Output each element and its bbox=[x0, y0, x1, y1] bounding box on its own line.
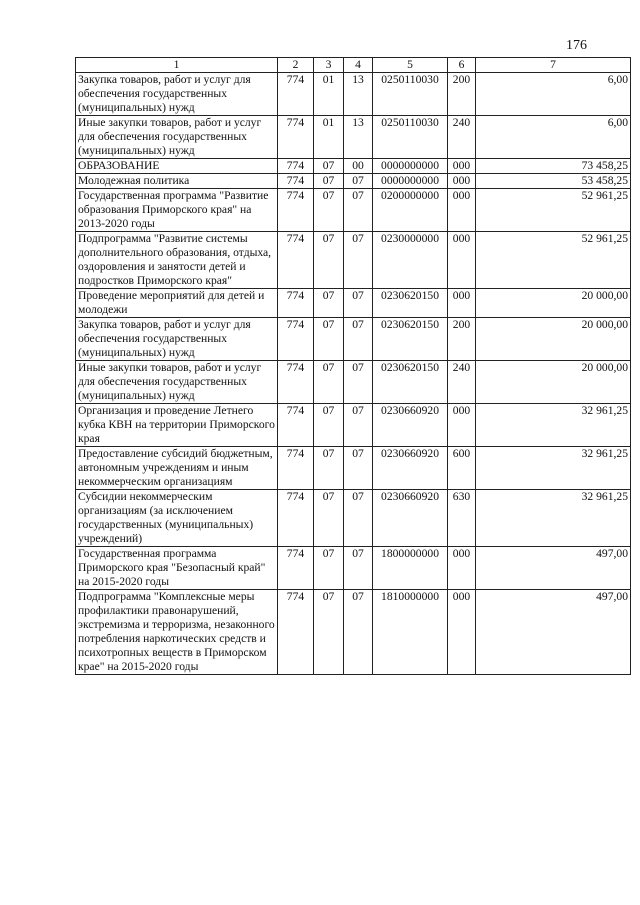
row-col-6: 200 bbox=[448, 73, 476, 116]
row-col-2: 774 bbox=[278, 318, 314, 361]
table-row bbox=[76, 404, 631, 447]
row-col-4: 13 bbox=[344, 116, 373, 159]
row-col-5: 0230620150 bbox=[373, 318, 448, 361]
row-amount: 52 961,25 bbox=[476, 189, 631, 232]
row-col-5: 0250110030 bbox=[373, 73, 448, 116]
row-col-2: 774 bbox=[278, 361, 314, 404]
row-col-4: 07 bbox=[344, 174, 373, 189]
row-col-4: 07 bbox=[344, 404, 373, 447]
row-col-5: 0230620150 bbox=[373, 289, 448, 318]
row-col-5: 0230000000 bbox=[373, 232, 448, 289]
table-row bbox=[76, 289, 631, 318]
row-col-5: 1810000000 bbox=[373, 590, 448, 675]
row-name: Иные закупки товаров, работ и услуг для обеспечения государственных (муниципальных) нужд bbox=[76, 116, 278, 159]
row-col-2: 774 bbox=[278, 232, 314, 289]
row-col-2: 774 bbox=[278, 490, 314, 547]
row-col-4: 07 bbox=[344, 232, 373, 289]
row-col-2: 774 bbox=[278, 116, 314, 159]
row-col-6: 000 bbox=[448, 289, 476, 318]
row-col-6: 000 bbox=[448, 547, 476, 590]
row-col-6: 000 bbox=[448, 189, 476, 232]
row-name: ОБРАЗОВАНИЕ bbox=[76, 159, 278, 174]
row-col-6: 240 bbox=[448, 361, 476, 404]
row-col-5: 0000000000 bbox=[373, 159, 448, 174]
row-col-4: 07 bbox=[344, 590, 373, 675]
table-row bbox=[76, 361, 631, 404]
table-row bbox=[76, 174, 631, 189]
row-col-6: 600 bbox=[448, 447, 476, 490]
row-col-4: 13 bbox=[344, 73, 373, 116]
row-name: Организация и проведение Летнего кубка КВН на территории Приморского края bbox=[76, 404, 278, 447]
row-col-3: 07 bbox=[314, 174, 344, 189]
row-col-2: 774 bbox=[278, 590, 314, 675]
header-col-2: 2 bbox=[278, 58, 314, 73]
row-col-2: 774 bbox=[278, 73, 314, 116]
row-col-3: 07 bbox=[314, 547, 344, 590]
header-col-3: 3 bbox=[314, 58, 344, 73]
row-amount: 6,00 bbox=[476, 73, 631, 116]
row-amount: 73 458,25 bbox=[476, 159, 631, 174]
row-col-6: 000 bbox=[448, 232, 476, 289]
table-row bbox=[76, 116, 631, 159]
row-amount: 6,00 bbox=[476, 116, 631, 159]
row-col-5: 0230620150 bbox=[373, 361, 448, 404]
row-name: Подпрограмма "Развитие системы дополнительного образования, отдыха, оздоровления и занятости детей и подростков Приморского края" bbox=[76, 232, 278, 289]
header-col-5: 5 bbox=[373, 58, 448, 73]
table-row bbox=[76, 490, 631, 547]
row-col-3: 07 bbox=[314, 447, 344, 490]
row-amount: 53 458,25 bbox=[476, 174, 631, 189]
header-col-6: 6 bbox=[448, 58, 476, 73]
row-col-6: 000 bbox=[448, 404, 476, 447]
row-col-6: 240 bbox=[448, 116, 476, 159]
row-col-3: 07 bbox=[314, 590, 344, 675]
row-col-4: 00 bbox=[344, 159, 373, 174]
table-row bbox=[76, 189, 631, 232]
row-col-5: 0250110030 bbox=[373, 116, 448, 159]
row-name: Предоставление субсидий бюджетным, автономным учреждениям и иным некоммерческим организациям bbox=[76, 447, 278, 490]
row-col-4: 07 bbox=[344, 490, 373, 547]
table-row bbox=[76, 232, 631, 289]
row-col-5: 0230660920 bbox=[373, 404, 448, 447]
row-amount: 20 000,00 bbox=[476, 361, 631, 404]
row-col-2: 774 bbox=[278, 289, 314, 318]
row-col-3: 07 bbox=[314, 404, 344, 447]
row-col-4: 07 bbox=[344, 289, 373, 318]
row-amount: 32 961,25 bbox=[476, 404, 631, 447]
row-col-2: 774 bbox=[278, 547, 314, 590]
header-col-1: 1 bbox=[76, 58, 278, 73]
header-col-4: 4 bbox=[344, 58, 373, 73]
row-col-3: 07 bbox=[314, 361, 344, 404]
row-col-4: 07 bbox=[344, 318, 373, 361]
row-col-2: 774 bbox=[278, 189, 314, 232]
row-col-5: 0200000000 bbox=[373, 189, 448, 232]
row-name: Молодежная политика bbox=[76, 174, 278, 189]
table-row bbox=[76, 590, 631, 675]
row-col-3: 07 bbox=[314, 318, 344, 361]
row-col-2: 774 bbox=[278, 174, 314, 189]
row-amount: 497,00 bbox=[476, 590, 631, 675]
row-amount: 20 000,00 bbox=[476, 318, 631, 361]
row-col-6: 000 bbox=[448, 590, 476, 675]
row-col-5: 0000000000 bbox=[373, 174, 448, 189]
row-col-5: 0230660920 bbox=[373, 447, 448, 490]
row-amount: 52 961,25 bbox=[476, 232, 631, 289]
row-col-4: 07 bbox=[344, 547, 373, 590]
row-name: Проведение мероприятий для детей и молодежи bbox=[76, 289, 278, 318]
row-amount: 497,00 bbox=[476, 547, 631, 590]
table-row bbox=[76, 73, 631, 116]
budget-table bbox=[75, 57, 631, 675]
row-col-3: 01 bbox=[314, 73, 344, 116]
header-col-7: 7 bbox=[476, 58, 631, 73]
row-col-3: 01 bbox=[314, 116, 344, 159]
table-row bbox=[76, 318, 631, 361]
row-name: Иные закупки товаров, работ и услуг для обеспечения государственных (муниципальных) нужд bbox=[76, 361, 278, 404]
table-row bbox=[76, 547, 631, 590]
row-col-4: 07 bbox=[344, 361, 373, 404]
row-col-5: 1800000000 bbox=[373, 547, 448, 590]
row-col-6: 200 bbox=[448, 318, 476, 361]
table-row bbox=[76, 159, 631, 174]
row-name: Государственная программа "Развитие образования Приморского края" на 2013-2020 годы bbox=[76, 189, 278, 232]
row-col-4: 07 bbox=[344, 189, 373, 232]
row-col-6: 000 bbox=[448, 159, 476, 174]
row-col-5: 0230660920 bbox=[373, 490, 448, 547]
header-row bbox=[76, 58, 631, 73]
row-col-2: 774 bbox=[278, 159, 314, 174]
row-col-6: 000 bbox=[448, 174, 476, 189]
row-name: Закупка товаров, работ и услуг для обеспечения государственных (муниципальных) нужд bbox=[76, 73, 278, 116]
row-amount: 32 961,25 bbox=[476, 490, 631, 547]
row-col-4: 07 bbox=[344, 447, 373, 490]
table-row bbox=[76, 447, 631, 490]
row-col-2: 774 bbox=[278, 404, 314, 447]
row-col-3: 07 bbox=[314, 232, 344, 289]
row-amount: 20 000,00 bbox=[476, 289, 631, 318]
row-amount: 32 961,25 bbox=[476, 447, 631, 490]
row-name: Закупка товаров, работ и услуг для обеспечения государственных (муниципальных) нужд bbox=[76, 318, 278, 361]
row-name: Подпрограмма "Комплексные меры профилактики правонарушений, экстремизма и терроризма, незаконного потребления наркотических средств и психотропных веществ в Приморском крае" на 2015-2020 годы bbox=[76, 590, 278, 675]
row-col-3: 07 bbox=[314, 189, 344, 232]
page-number: 176 bbox=[566, 38, 587, 53]
row-col-6: 630 bbox=[448, 490, 476, 547]
row-name: Субсидии некоммерческим организациям (за исключением государственных (муниципальных) учреждений) bbox=[76, 490, 278, 547]
row-col-3: 07 bbox=[314, 490, 344, 547]
row-col-2: 774 bbox=[278, 447, 314, 490]
row-col-3: 07 bbox=[314, 159, 344, 174]
row-name: Государственная программа Приморского края "Безопасный край" на 2015-2020 годы bbox=[76, 547, 278, 590]
row-col-3: 07 bbox=[314, 289, 344, 318]
